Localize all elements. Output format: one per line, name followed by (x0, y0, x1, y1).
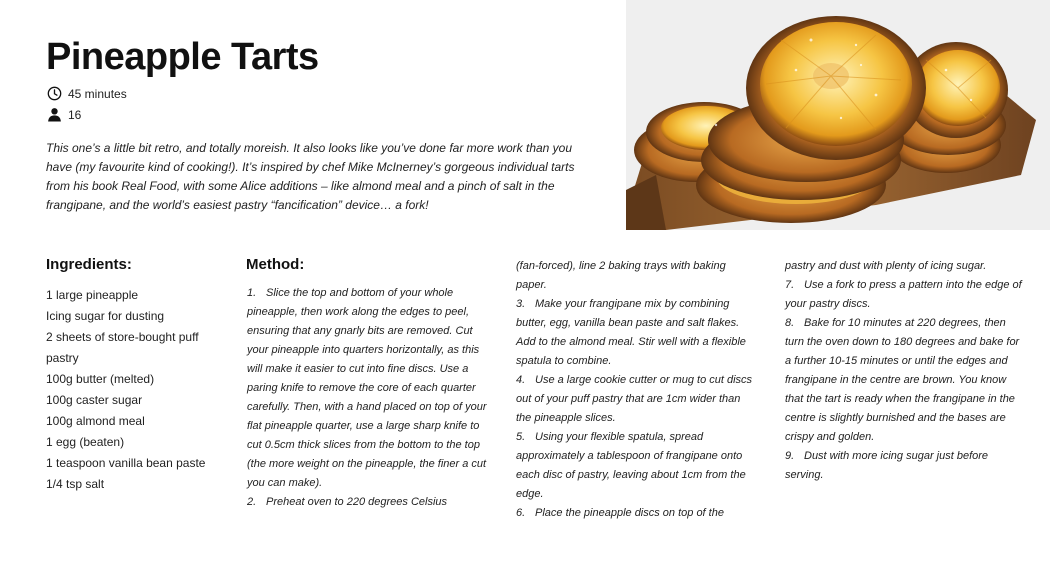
method-step (247, 493, 487, 512)
method-step (785, 314, 1025, 447)
step-number: 9. (785, 450, 795, 462)
step-number: 4. (516, 374, 526, 386)
step-text: Preheat oven to 220 degrees Celsius (266, 496, 448, 508)
method-step (516, 295, 756, 371)
step-number: 8. (785, 317, 795, 329)
recipe-intro: This one’s a little bit retro, and totally moreish. It also looks like you’ve done far more work than you have (my favourite kind of cooking!). It’s inspired by chef Mike McInerney’s gorgeous individual tarts from his book Real Food, with some Alice additions – like almond meal and a pinch of salt in the frangipane, and the world’s easiest pastry “fancification” device… a fork! (46, 141, 575, 212)
step-text: Using your flexible spatula, spread approximately a tablespoon of frangipane onto each disc of pastry, leaving about 1cm from the edge. (516, 431, 746, 500)
method-column-3 (785, 257, 1025, 485)
method-column-2 (516, 257, 756, 523)
step-number: 3. (516, 298, 526, 310)
list-item: 2 sheets of store-bought puff pastry (46, 330, 199, 365)
list-item: 1 teaspoon vanilla bean paste (46, 456, 206, 470)
servings (47, 107, 81, 122)
step-number: 5. (516, 431, 526, 443)
step-number: 1. (247, 287, 257, 299)
method-step (516, 371, 756, 428)
method-column-1 (247, 284, 487, 512)
method-step (516, 257, 756, 295)
list-item: 100g butter (melted) (46, 372, 155, 386)
method-step (785, 447, 1025, 485)
list-item: Icing sugar for dusting (46, 309, 165, 323)
recipe-photo (626, 0, 1050, 230)
ingredients-heading: Ingredients: (46, 256, 132, 273)
method-step (247, 284, 487, 493)
step-text: Use a fork to press a pattern into the edge of your pastry discs. (785, 279, 1022, 310)
step-number: 7. (785, 279, 795, 291)
method-heading: Method: (246, 256, 305, 273)
list-item: 100g caster sugar (46, 393, 143, 407)
method-step (785, 276, 1025, 314)
clock-icon (47, 86, 62, 101)
cook-time-value: 45 minutes (68, 86, 127, 101)
method-step (785, 257, 1025, 276)
ingredients-list (46, 285, 231, 495)
person-icon (47, 107, 62, 122)
method-step (516, 504, 756, 523)
step-text: Bake for 10 minutes at 220 degrees, then turn the oven down to 180 degrees and bake for a further 10-15 minutes or until the edges and frangipane in the centre are brown. You know that the tart is ready when the frangipane in the centre is slightly burnished and the bases are crispy and golden. (785, 317, 1020, 443)
step-text: Use a large cookie cutter or mug to cut discs out of your puff pastry that are 1cm wider than the pineapple slices. (516, 374, 753, 424)
list-item: 1 egg (beaten) (46, 435, 125, 449)
step-text: (fan-forced), line 2 baking trays with baking paper. (516, 260, 726, 291)
method-step (516, 428, 756, 504)
step-text: Dust with more icing sugar just before serving. (785, 450, 989, 481)
list-item: 1/4 tsp salt (46, 477, 105, 491)
step-text: Make your frangipane mix by combining butter, egg, vanilla bean paste and salt flakes. Add to the almond meal. Stir well with a flexible spatula to combine. (516, 298, 746, 367)
servings-value: 16 (68, 107, 82, 122)
list-item: 1 large pineapple (46, 288, 139, 302)
cook-time (47, 86, 127, 101)
step-text: pastry and dust with plenty of icing sugar. (785, 260, 987, 272)
step-text: Place the pineapple discs on top of the (535, 507, 724, 519)
step-text: Slice the top and bottom of your whole pineapple, then work along the edges to peel, ensuring that any gnarly bits are removed. Cut your pineapple into quarters horizontally, as this will make it easier to cut into fine discs. Use a paring knife to remove the core of each quarter carefully. Then, with a hand placed on top of your flat pineapple quarter, use a large sharp knife to cut 0.5cm thick slices from the bottom to the top (the more weight on the pineapple, the finer a cut you can make). (247, 287, 487, 489)
recipe-title: Pineapple Tarts (46, 36, 319, 78)
list-item: 100g almond meal (46, 414, 145, 428)
step-number: 6. (516, 507, 526, 519)
step-number: 2. (247, 496, 257, 508)
